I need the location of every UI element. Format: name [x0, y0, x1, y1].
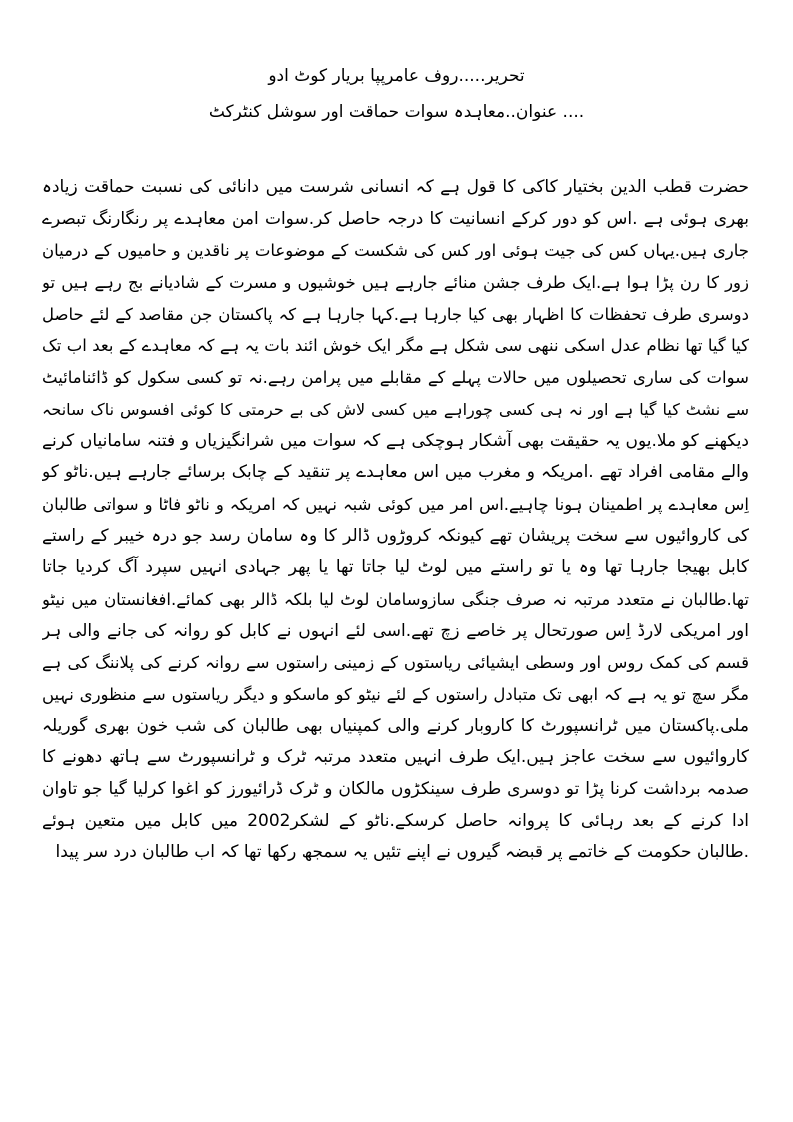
- body-line: قسم کی کمک روس اور وسطی ایشیائی ریاستوں کے زمینی راستوں سے روانہ کرنے کی پلاننگ کی ہے: [42, 653, 749, 673]
- body-line: کیا گیا تھا نظام عدل اسکی ننھی سی شکل ہے مگر ایک خوش ائند بات یہ ہے کہ معاہدے کے بعد اب تک: [42, 336, 749, 356]
- body-line: .طالبان حکومت کے خاتمے پر قبضہ گیروں نے اپنے تئیں یہ سمجھ رکھا تھا کہ اب طالبان درد سر پیدا: [55, 842, 749, 863]
- body-line: زور کا رن پڑا ہوا ہے.ایک طرف جشن منائے جارہے ہیں خوشیوں و مسرت کے شادیانے بج رہے ہیں تو: [42, 273, 749, 293]
- body-line: ادا کرنے کے بعد رہائی کا پروانہ حاصل کرسکے.ناٹو کے لشکر2002 میں کابل میں متعین ہوئے: [42, 810, 749, 831]
- body-line: دیکھنے کو ملا.یوں یہ حقیقت بھی آشکار ہوچکی ہے کہ سوات میں شرانگیزیاں و فتنہ سامانیاں کرنے: [42, 430, 749, 451]
- body-line: کابل بھیجا جارہا تھا وہ یا تو راستے میں لوٹ لیا جاتا تھا یا پھر جہادی انہیں سپرد آگ کردیا جاتا: [42, 557, 749, 578]
- body-line: سوات کی ساری تحصیلوں میں حالات پہلے کے مقابلے میں پرامن رہے.نہ تو کسی سکول کو ڈائنامائیٹ: [42, 368, 749, 388]
- title-line: .... عنوان..معاہدہ سوات حماقت اور سوشل کنٹرکٹ: [208, 102, 585, 122]
- body-line: حضرت قطب الدین بختیار کاکی کا قول ہے کہ انسانی شرست میں دانائی کی نسبت حماقت زیادہ: [42, 177, 749, 197]
- body-line: کی کاروائیوں سے سخت پریشان تھے کیونکہ کروڑوں ڈالر کا وہ سامان رسد جو درہ خیبر کے راستے: [42, 525, 749, 546]
- body-line: اِس معاہدے پر اطمینان ہونا چاہیے.اس امر میں کوئی شبہ نہیں کہ امریکہ و ناٹو فاٹا و سواتی طالبان: [42, 494, 749, 514]
- body-line: جاری ہیں.یہاں کس کی جیت ہوئی اور کس کی شکست کے موضوعات پر ناقدین و حامیوں کے درمیان: [42, 241, 749, 261]
- body-line: والے مقامی افراد تھے .امریکہ و مغرب میں اس معاہدے پر تنقید کے چابک برسائے جارہے ہیں.ناٹو کو: [42, 462, 749, 483]
- author-line: تحریر.....روف عامرپپا بریار کوٹ ادو: [268, 66, 525, 86]
- body-line: ملی.پاکستان میں ٹرانسپورٹ کا کاروبار کرنے والی کمپنیاں بھی طالبان کی شب خون بھری گوریلہ: [42, 715, 749, 736]
- body-line: کاروائیوں سے سخت عاجز ہیں.ایک طرف انہیں متعدد مرتبہ ٹرک و ٹرانسپورٹ سے ہاتھ دھونے کا: [42, 747, 749, 768]
- article-body: [42, 172, 749, 869]
- body-line: اور امریکی لارڈ اِس صورتحال پر خاصے زچ تھے.اسی لئے انہوں نے کابل کو روانہ کی جانے والی ہر: [42, 620, 749, 641]
- body-line: تھا.طالبان نے متعدد مرتبہ نہ صرف جنگی سازوسامان لوٹ لیا بلکہ ڈالر بھی کمائے.افغانستان میں نیٹو: [42, 589, 749, 609]
- body-line: دوسری طرف تحفظات کا اظہار بھی کیا جارہا ہے.کہا جارہا ہے کہ پاکستان جن مقاصد کے لئے حاصل: [42, 304, 749, 324]
- body-line: بھری ہوئی ہے .اس کو دور کرکے انسانیت کا درجہ حاصل کر.سوات امن معاہدے پر رنگارنگ تبصرے: [42, 208, 749, 229]
- body-line: سے نشٹ کیا گیا ہے اور نہ ہی کسی چوراہے میں کسی لاش کی بے حرمتی کا کوئی افسوس ناک سانحہ: [42, 399, 749, 419]
- body-line: مگر سچ تو یہ ہے کہ ابھی تک متبادل راستوں کے لئے نیٹو کو ماسکو و دیگر ریاستوں سے منظوری نہیں: [42, 685, 749, 704]
- document-header: [40, 58, 753, 130]
- body-line: صدمہ برداشت کرنا پڑا تو دوسری طرف سینکڑوں مالکان و ٹرک ڈرائیورز کو اغوا کرلیا گیا جو تاوان: [42, 779, 749, 800]
